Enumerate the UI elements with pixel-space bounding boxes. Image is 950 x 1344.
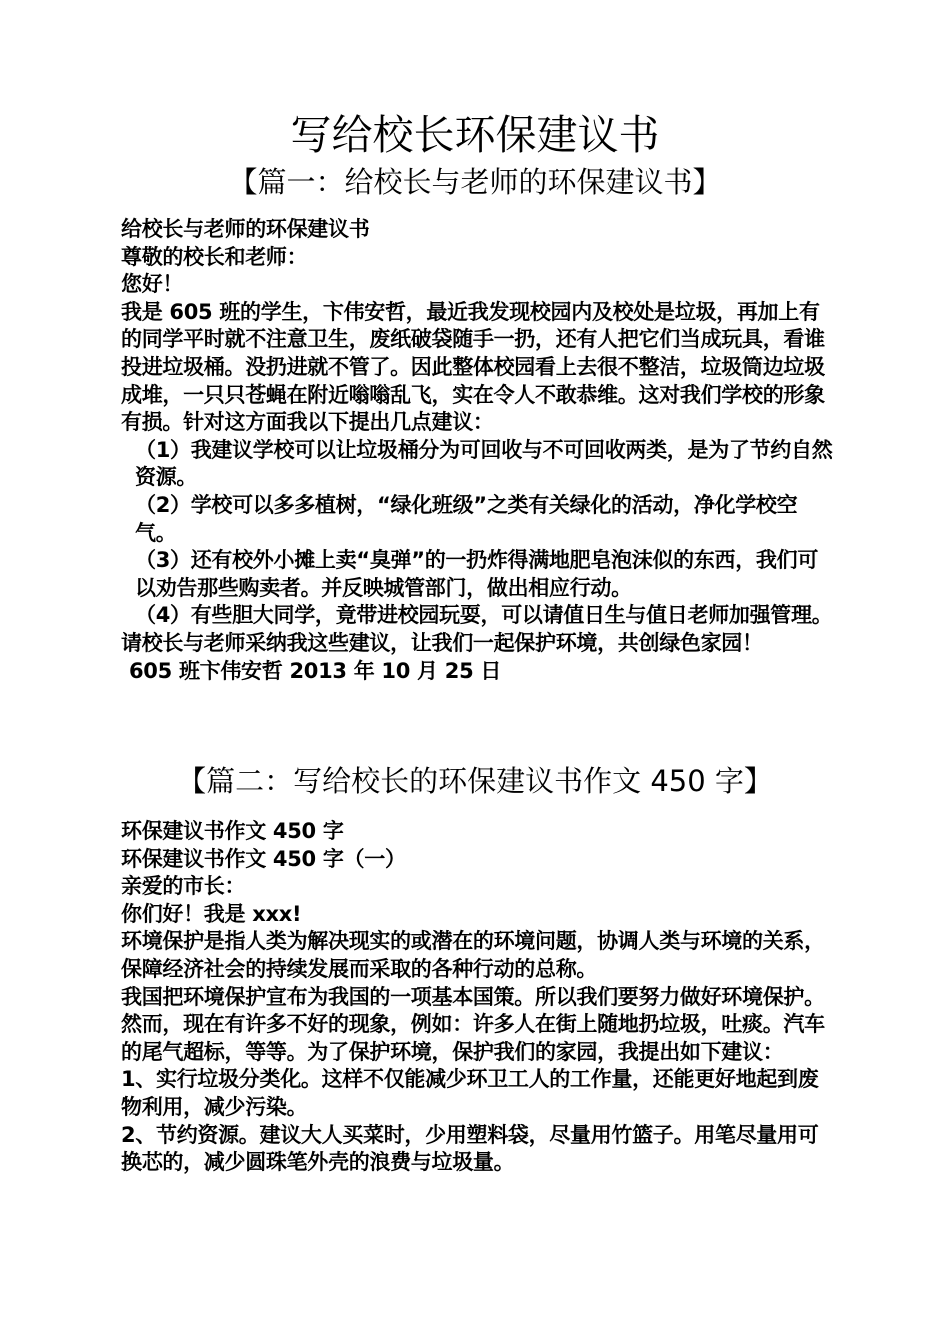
paragraph: 您好！ (121, 272, 184, 297)
paragraph: 请校长与老师采纳我这些建议，让我们一起保护环境，共创绿色家园！ (121, 630, 763, 655)
paragraph: 环保建议书作文 450 字（一） (121, 846, 406, 871)
paragraph: 我国把环境保护宣布为我国的一项基本国策。所以我们要努力做好环境保护。然而，现在有许多不好的现象，例如：许多人在街上随地扔垃圾，吐痰。汽车的尾气超标，等等。为了保护环境，保护我们的家园，我提出如下建议： (121, 984, 825, 1064)
paragraph: 2、节约资源。建议大人买菜时，少用塑料袋，尽量用竹篮子。用笔尽量用可换芯的，减少圆珠笔外壳的浪费与垃圾量。 (121, 1122, 819, 1175)
paragraph: 亲爱的市长： (121, 874, 246, 899)
paragraph: 环境保护是指人类为解决现实的或潜在的环境问题，协调人类与环境的关系，保障经济社会的持续发展而采取的各种行动的总称。 (121, 929, 825, 981)
part2-body (115, 818, 835, 1177)
paragraph: 尊敬的校长和老师： (121, 244, 308, 269)
paragraph: （4）有些胆大同学，竟带进校园玩耍，可以请值日生与值日老师加强管理。 (135, 603, 833, 628)
part2-heading: 【篇二：写给校长的环保建议书作文 450 字】 (177, 764, 773, 798)
paragraph: 环保建议书作文 450 字 (121, 819, 344, 843)
part1-heading: 【篇一：给校长与老师的环保建议书】 (228, 165, 722, 199)
paragraph: （2）学校可以多多植树，“绿化班级”之类有关绿化的活动，净化学校空气。 (135, 492, 798, 545)
paragraph: 1、实行垃圾分类化。这样不仅能减少环卫工人的工作量，还能更好地起到废物利用，减少污染。 (121, 1067, 819, 1119)
paragraph: （3）还有校外小摊上卖“臭弹”的一扔炸得满地肥皂泡沫似的东西，我们可以劝告那些购卖者。并反映城管部门，做出相应行动。 (135, 548, 819, 600)
paragraph: 你们好！我是 xxx! (121, 901, 302, 926)
paragraph: 我是 605 班的学生，卞伟安哲，最近我发现校园内及校处是垃圾，再加上有的同学平时就不注意卫生，废纸破袋随手一扔，还有人把它们当成玩具，看谁投进垃圾桶。没扔进就不管了。因此整体校园看上去很不整洁，垃圾筒边垃圾成堆，一只只苍蝇在附近嗡嗡乱飞，实在令人不敢恭维。这对我们学校的形象有损。针对这方面我以下提出几点建议： (121, 299, 825, 435)
paragraph: 给校长与老师的环保建议书 (121, 217, 370, 241)
paragraph: （1）我建议学校可以让垃圾桶分为可回收与不可回收两类，是为了节约自然资源。 (135, 437, 833, 490)
signature-line: 605 班卞伟安哲 2013 年 10 月 25 日 (129, 658, 502, 683)
part1-body (115, 216, 835, 685)
document-title: 写给校长环保建议书 (290, 111, 660, 159)
